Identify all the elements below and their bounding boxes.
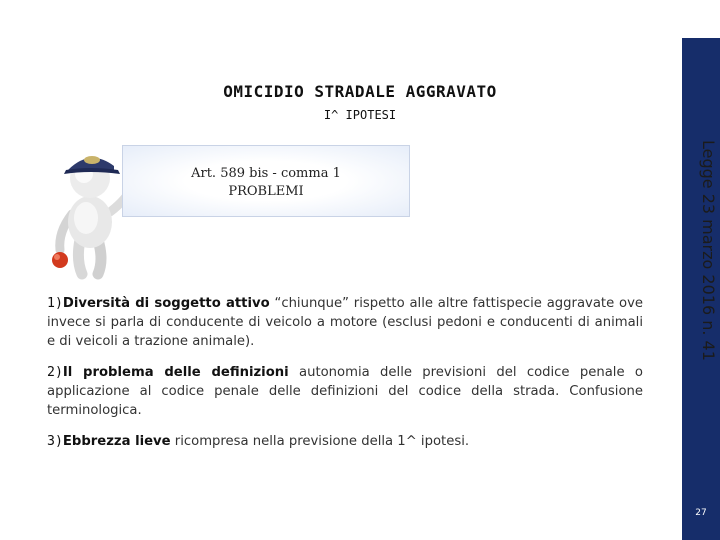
point-1-heading: Diversità di soggetto attivo xyxy=(62,296,270,311)
slide-title: OMICIDIO STRADALE AGGRAVATO xyxy=(223,82,497,101)
point-1 xyxy=(47,294,643,351)
sidebar-label-wrap xyxy=(664,140,720,410)
page-number: 27 xyxy=(695,508,707,518)
point-3-text: ricompresa nella previsione della 1^ ipotesi. xyxy=(170,434,470,449)
point-2-text: autonomia delle previsioni del codice penale o applicazione al codice penale delle definizioni del codice della strada. Confusione terminologica. xyxy=(47,365,643,418)
point-2-number: 2) xyxy=(47,365,63,380)
point-3-heading: Ebbrezza lieve xyxy=(62,434,171,449)
callout-article: Art. 589 bis - comma 1 xyxy=(191,166,341,181)
point-3 xyxy=(47,432,643,451)
point-2 xyxy=(47,363,643,420)
callout-heading: PROBLEMI xyxy=(228,184,304,199)
point-1-text: “chiunque” rispetto alle altre fattispecie aggravate ove invece si parla di conducente di veicolo a motore (esclusi pedoni e conducenti di animali e di veicoli a trazione animale). xyxy=(47,296,644,349)
point-3-number: 3) xyxy=(47,434,63,449)
callout-box xyxy=(122,145,410,217)
sidebar-law-reference: Legge 23 marzo 2016 n. 41 xyxy=(699,140,718,361)
point-2-heading: Il problema delle definizioni xyxy=(62,365,289,380)
slide-subtitle: I^ IPOTESI xyxy=(323,108,397,122)
point-1-number: 1) xyxy=(47,296,63,311)
